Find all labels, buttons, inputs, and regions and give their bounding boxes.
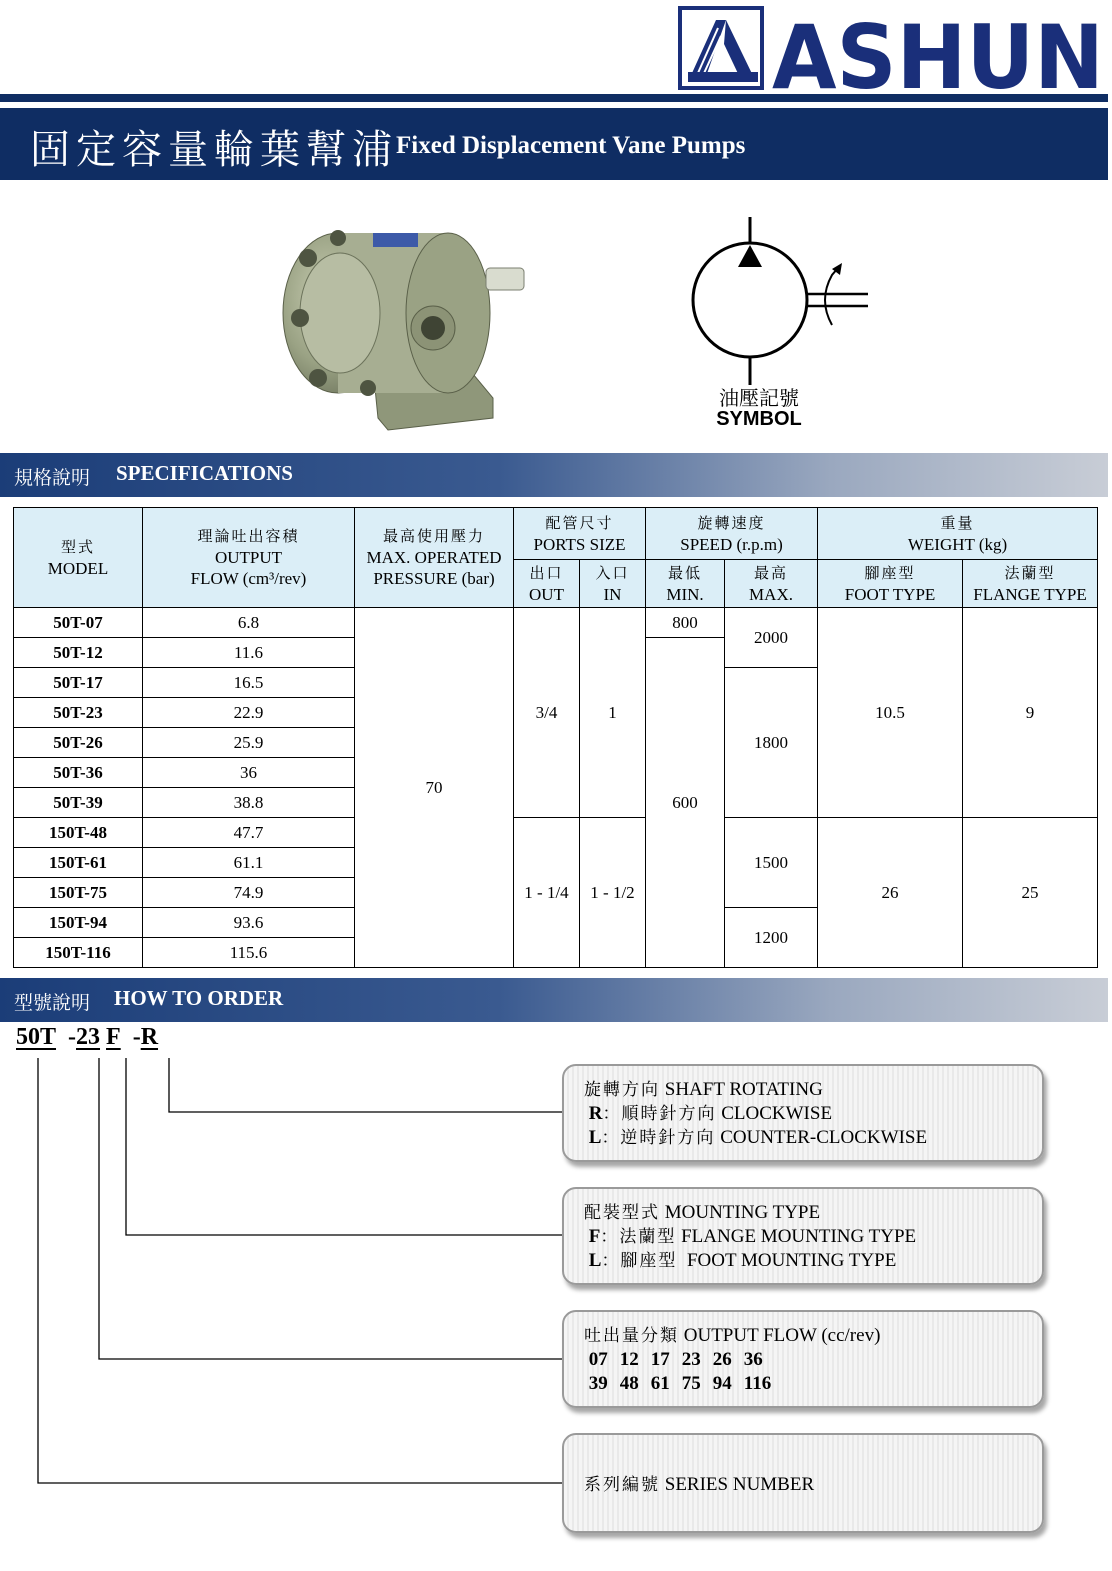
header-flange-type: 法蘭型 FLANGE TYPE — [963, 560, 1098, 608]
cell-model: 50T-26 — [14, 728, 143, 758]
cell-flow: 38.8 — [143, 788, 355, 818]
mounting-title-zh: 配裝型式 — [584, 1203, 660, 1223]
specifications-title-en: SPECIFICATIONS — [116, 461, 293, 485]
flow-code: 61 — [650, 1373, 670, 1394]
cell-port-in-50: 1 — [580, 608, 646, 818]
output-flow-box — [562, 1310, 1044, 1408]
header-speed: 旋轉速度 SPEED (r.p.m) — [646, 508, 818, 560]
rotation-title-en: SHAFT ROTATING — [664, 1079, 823, 1100]
cell-pressure: 70 — [355, 608, 514, 968]
cell-port-out-150: 1 - 1/4 — [514, 818, 580, 968]
cell-speed-min-800: 800 — [646, 608, 725, 638]
cell-flow: 74.9 — [143, 878, 355, 908]
symbol-label-en: SYMBOL — [716, 408, 802, 430]
header-weight: 重量 WEIGHT (kg) — [818, 508, 1098, 560]
cell-weight-flange-50: 9 — [963, 608, 1098, 818]
flow-code: 48 — [619, 1373, 639, 1394]
flow-code: 94 — [712, 1373, 732, 1394]
cell-model: 150T-116 — [14, 938, 143, 968]
series-title-en: SERIES NUMBER — [664, 1474, 815, 1495]
flow-code: 26 — [712, 1349, 732, 1370]
cell-flow: 47.7 — [143, 818, 355, 848]
flow-code: 75 — [681, 1373, 701, 1394]
cell-speed-max-2000: 2000 — [725, 608, 818, 668]
page-title-en: Fixed Displacement Vane Pumps — [396, 132, 746, 159]
cell-model: 50T-07 — [14, 608, 143, 638]
cell-flow: 6.8 — [143, 608, 355, 638]
cell-model: 150T-94 — [14, 908, 143, 938]
mounting-title-en: MOUNTING TYPE — [664, 1202, 821, 1223]
code-rotation: R — [140, 1024, 159, 1050]
flow-code: 12 — [619, 1349, 639, 1370]
cell-model: 50T-17 — [14, 668, 143, 698]
cell-model: 50T-36 — [14, 758, 143, 788]
mounting-l-code: L — [588, 1250, 602, 1271]
header-max-pressure: 最高使用壓力 MAX. OPERATED PRESSURE (bar) — [355, 508, 514, 608]
cell-weight-foot-150: 26 — [818, 818, 963, 968]
rotation-title-zh: 旋轉方向 — [584, 1080, 660, 1100]
cell-model: 50T-39 — [14, 788, 143, 818]
series-number-box — [562, 1433, 1044, 1533]
cell-flow: 93.6 — [143, 908, 355, 938]
mounting-f-code: F — [588, 1226, 601, 1247]
flow-code: 23 — [681, 1349, 701, 1370]
mounting-l-en: FOOT MOUNTING TYPE — [686, 1250, 897, 1271]
how-to-order-title-en: HOW TO ORDER — [114, 986, 284, 1010]
header-output-flow: 理論吐出容積 OUTPUT FLOW (cm³/rev) — [143, 508, 355, 608]
header-max: 最高 MAX. — [725, 560, 818, 608]
header-model: 型式 MODEL — [14, 508, 143, 608]
shaft-rotating-box — [562, 1064, 1044, 1162]
cell-port-out-50: 3/4 — [514, 608, 580, 818]
flow-title-en: OUTPUT FLOW (cc/rev) — [683, 1325, 881, 1346]
cell-flow: 11.6 — [143, 638, 355, 668]
mounting-f-en: FLANGE MOUNTING TYPE — [681, 1226, 917, 1247]
cell-flow: 16.5 — [143, 668, 355, 698]
flow-code: 07 — [588, 1349, 608, 1370]
flow-code: 116 — [743, 1373, 772, 1394]
mounting-l-zh: ：腳座型 — [601, 1251, 678, 1271]
header-foot-type: 腳座型 FOOT TYPE — [818, 560, 963, 608]
series-title-zh: 系列編號 — [584, 1475, 660, 1495]
header-min: 最低 MIN. — [646, 560, 725, 608]
cell-model: 50T-23 — [14, 698, 143, 728]
rotation-r-zh: ：順時針方向 — [602, 1104, 717, 1124]
page-title-zh: 固定容量輪葉幫浦 — [30, 127, 398, 173]
flow-code: 39 — [588, 1373, 608, 1394]
code-flow: 23 — [76, 1024, 101, 1050]
cell-speed-min-600: 600 — [646, 638, 725, 968]
specifications-title-zh: 規格說明 — [14, 467, 91, 489]
code-dash: - — [132, 1024, 141, 1050]
cell-port-in-150: 1 - 1/2 — [580, 818, 646, 968]
cell-model: 150T-48 — [14, 818, 143, 848]
symbol-label-zh: 油壓記號 — [719, 386, 799, 410]
flow-code: 17 — [650, 1349, 670, 1370]
cell-speed-max-1500: 1500 — [725, 818, 818, 908]
code-mount: F — [106, 1024, 121, 1050]
mounting-type-box — [562, 1187, 1044, 1285]
cell-speed-max-1200: 1200 — [725, 908, 818, 968]
header-ports-size: 配管尺寸 PORTS SIZE — [514, 508, 646, 560]
cell-weight-flange-150: 25 — [963, 818, 1098, 968]
cell-flow: 36 — [143, 758, 355, 788]
cell-flow: 22.9 — [143, 698, 355, 728]
rotation-r-code: R — [588, 1103, 603, 1124]
rotation-r-en: CLOCKWISE — [721, 1103, 833, 1124]
cell-flow: 61.1 — [143, 848, 355, 878]
mounting-f-zh: ：法蘭型 — [600, 1227, 677, 1247]
cell-model: 50T-12 — [14, 638, 143, 668]
flow-title-zh: 吐出量分類 — [584, 1326, 679, 1346]
rotation-l-en: COUNTER-CLOCKWISE — [720, 1127, 928, 1148]
svg-text:ASHUN: ASHUN — [772, 6, 1104, 94]
cell-flow: 25.9 — [143, 728, 355, 758]
cell-model: 150T-61 — [14, 848, 143, 878]
cell-model: 150T-75 — [14, 878, 143, 908]
rotation-l-code: L — [588, 1127, 602, 1148]
cell-speed-max-1800: 1800 — [725, 668, 818, 818]
how-to-order-title-zh: 型號說明 — [14, 992, 91, 1014]
cell-flow: 115.6 — [143, 938, 355, 968]
rotation-l-zh: ：逆時針方向 — [601, 1128, 716, 1148]
code-dash: - — [68, 1024, 77, 1050]
code-series: 50T — [16, 1024, 57, 1050]
header-in: 入口 IN — [580, 560, 646, 608]
flow-code: 36 — [743, 1349, 763, 1370]
cell-weight-foot-50: 10.5 — [818, 608, 963, 818]
header-out: 出口 OUT — [514, 560, 580, 608]
